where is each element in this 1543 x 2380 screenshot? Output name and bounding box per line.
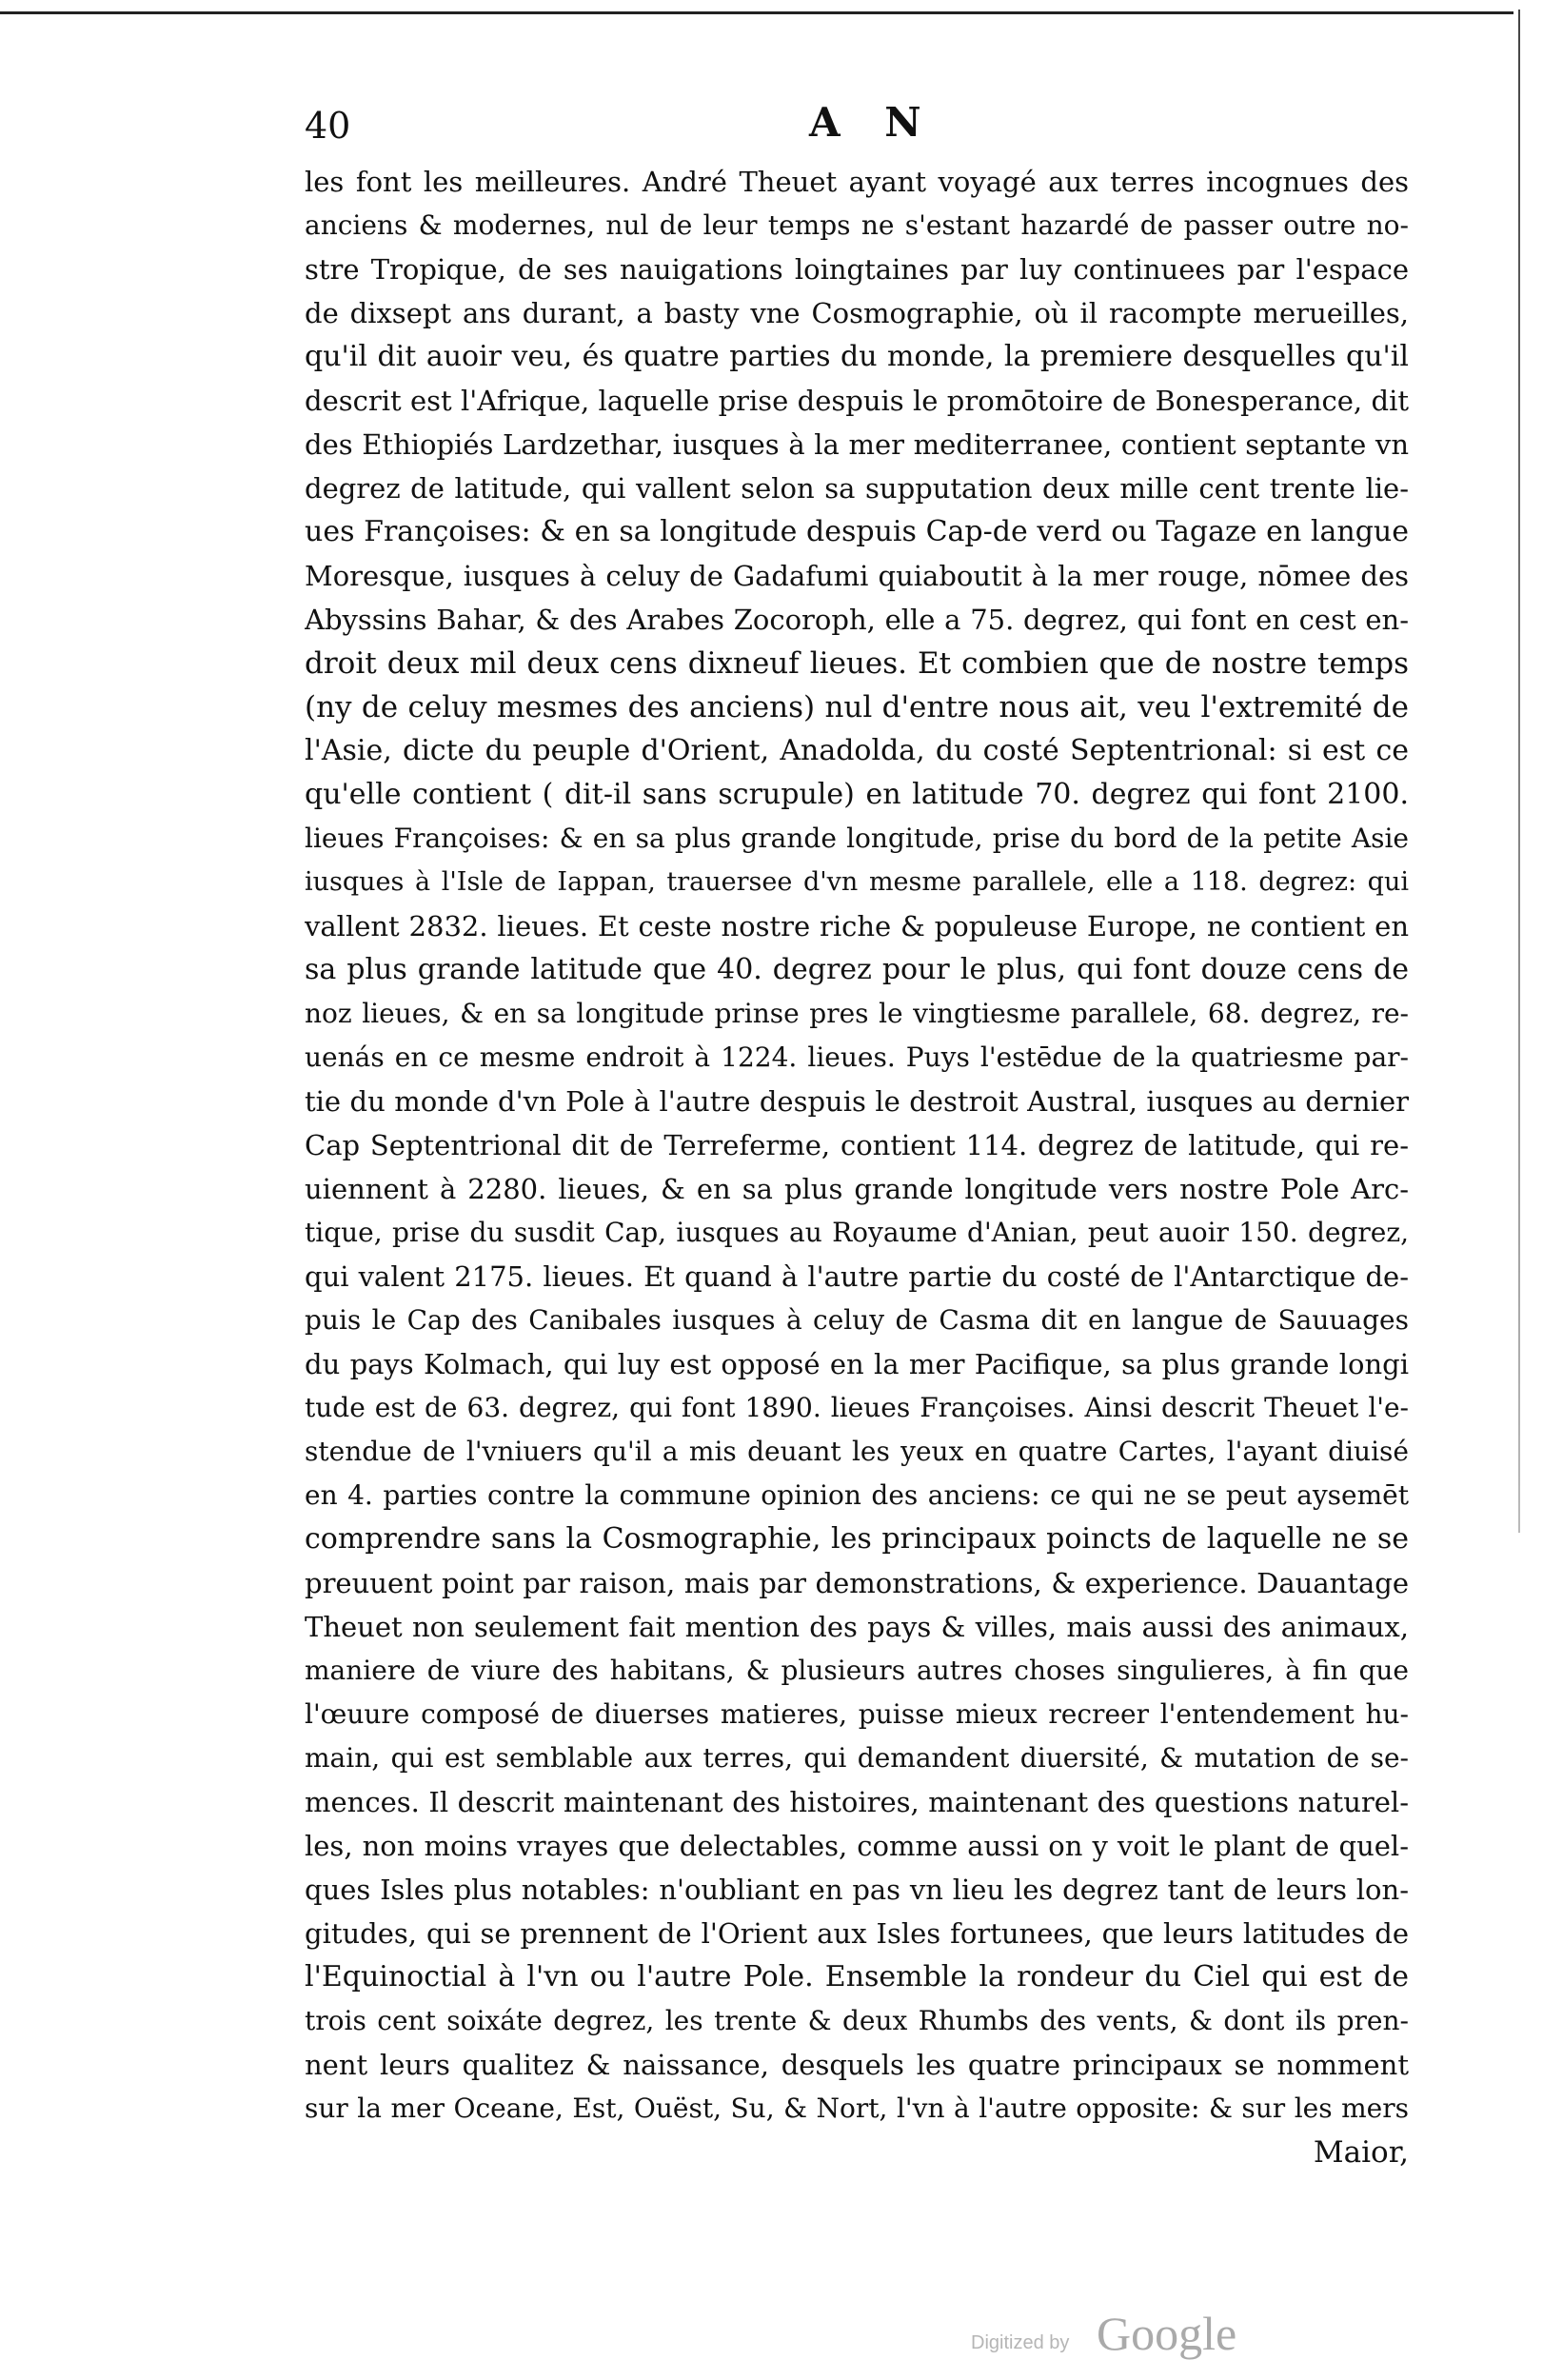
text-line: uiennent à 2280. lieues, & en sa plus grande longitude vers nostre Pole Arc- xyxy=(305,1173,1409,1205)
text-line: mences. Il descrit maintenant des histoires, maintenant des questions naturel- xyxy=(305,1786,1409,1818)
text-line: anciens & modernes, nul de leur temps ne s'estant hazardé de passer outre no- xyxy=(305,209,1409,241)
text-line: l'Equinoctial à l'vn ou l'autre Pole. Ensemble la rondeur du Ciel qui est de xyxy=(305,1960,1409,1993)
text-line: stendue de l'vniuers qu'il a mis deuant les yeux en quatre Cartes, l'ayant diuisé xyxy=(305,1436,1409,1467)
scan-edge-top xyxy=(0,11,1513,14)
scan-edge-right xyxy=(1518,10,1520,1533)
page-number: 40 xyxy=(305,105,351,147)
text-line: de dixsept ans durant, a basty vne Cosmographie, où il racompte merueilles, xyxy=(305,297,1409,329)
text-line: gitudes, qui se prennent de l'Orient aux Isles fortunees, que leurs latitudes de xyxy=(305,1917,1409,1950)
text-line: sur la mer Oceane, Est, Ouëst, Su, & Nort, l'vn à l'autre opposite: & sur les mers xyxy=(305,2092,1409,2124)
text-line: preuuent point par raison, mais par demonstrations, & experience. Dauantage xyxy=(305,1567,1409,1599)
text-line: nent leurs qualitez & naissance, desquels les quatre principaux se nomment xyxy=(305,2049,1409,2081)
text-line: les, non moins vrayes que delectables, comme aussi on y voit le plant de quel- xyxy=(305,1830,1409,1862)
text-line: l'Asie, dicte du peuple d'Orient, Anadolda, du costé Septentrional: si est ce xyxy=(305,734,1409,767)
text-line: descrit est l'Afrique, laquelle prise despuis le promōtoire de Bonesperance, dit xyxy=(305,385,1409,417)
text-line: iusques à l'Isle de Iappan, trauersee d'vn mesme parallele, elle a 118. degrez: qui xyxy=(305,867,1409,897)
text-line: puis le Cap des Canibales iusques à celuy de Casma dit en langue de Sauuages xyxy=(305,1304,1409,1336)
text-line: Moresque, iusques à celuy de Gadafumi quiaboutit à la mer rouge, nōmee des xyxy=(305,560,1409,592)
text-line: Cap Septentrional dit de Terreferme, contient 114. degrez de latitude, qui re- xyxy=(305,1129,1409,1161)
text-line: trois cent soixáte degrez, les trente & deux Rhumbs des vents, & dont ils pren- xyxy=(305,2005,1409,2036)
text-line: tique, prise du susdit Cap, iusques au Royaume d'Anian, peut auoir 150. degrez, xyxy=(305,1217,1409,1248)
text-line: qu'il dit auoir veu, és quatre parties du monde, la premiere desquelles qu'il xyxy=(305,340,1409,373)
text-line: stre Tropique, de ses nauigations loingtaines par luy continuees par l'espace xyxy=(305,253,1409,286)
text-line: degrez de latitude, qui vallent selon sa supputation deux mille cent trente lie- xyxy=(305,472,1409,505)
text-line: les font les meilleures. André Theuet ayant voyagé aux terres incognues des xyxy=(305,166,1409,198)
text-line: Theuet non seulement fait mention des pays & villes, mais aussi des animaux, xyxy=(305,1611,1409,1643)
text-line: lieues Françoises: & en sa plus grande longitude, prise du bord de la petite Asie xyxy=(305,823,1409,854)
text-line: main, qui est semblable aux terres, qui demandent diuersité, & mutation de se- xyxy=(305,1742,1409,1774)
text-line: tude est de 63. degrez, qui font 1890. lieues Françoises. Ainsi descrit Theuet l'e- xyxy=(305,1392,1409,1423)
text-line: noz lieues, & en sa longitude prinse pres le vingtiesme parallele, 68. degrez, re- xyxy=(305,998,1409,1029)
text-line: des Ethiopiés Lardzethar, iusques à la mer mediterranee, contient septante vn xyxy=(305,428,1409,461)
text-line: du pays Kolmach, qui luy est opposé en la mer Pacifique, sa plus grande longi xyxy=(305,1348,1409,1380)
text-line: qui valent 2175. lieues. Et quand à l'autre partie du costé de l'Antarctique de- xyxy=(305,1260,1409,1293)
running-head: A N xyxy=(809,99,937,146)
text-line: l'œuure composé de diuerses matieres, puisse mieux recreer l'entendement hu- xyxy=(305,1698,1409,1730)
text-line: vallent 2832. lieues. Et ceste nostre riche & populeuse Europe, ne contient en xyxy=(305,910,1409,942)
text-line: tie du monde d'vn Pole à l'autre despuis le destroit Austral, iusques au dernier xyxy=(305,1085,1409,1118)
text-line: ques Isles plus notables: n'oubliant en pas vn lieu les degrez tant de leurs lon- xyxy=(305,1874,1409,1906)
page-header xyxy=(305,99,1409,162)
text-line: ues Françoises: & en sa longitude despuis Cap-de verd ou Tagaze en langue xyxy=(305,515,1409,548)
watermark-prefix: Digitized by xyxy=(971,2332,1070,2353)
catchword: Maior, xyxy=(1313,2135,1409,2170)
text-line: en 4. parties contre la commune opinion des anciens: ce qui ne se peut aysemēt xyxy=(305,1479,1409,1511)
text-line: maniere de viure des habitans, & plusieurs autres choses singulieres, à fin que xyxy=(305,1655,1409,1686)
text-line: sa plus grande latitude que 40. degrez pour le plus, qui font douze cens de xyxy=(305,953,1409,986)
watermark-brand: Google xyxy=(1097,2307,1237,2360)
text-line: comprendre sans la Cosmographie, les principaux poincts de laquelle ne se xyxy=(305,1522,1409,1556)
text-line: droit deux mil deux cens dixneuf lieues. Et combien que de nostre temps xyxy=(305,646,1409,681)
text-line: uenás en ce mesme endroit à 1224. lieues. Puys l'estēdue de la quatriesme par- xyxy=(305,1041,1409,1073)
body-text xyxy=(305,160,1409,2174)
text-line: (ny de celuy mesmes des anciens) nul d'entre nous ait, veu l'extremité de xyxy=(305,690,1409,724)
google-watermark xyxy=(971,2307,1276,2369)
text-line: qu'elle contient ( dit-il sans scrupule) en latitude 70. degrez qui font 2100. xyxy=(305,778,1409,811)
text-line: Abyssins Bahar, & des Arabes Zocoroph, elle a 75. degrez, qui font en cest en- xyxy=(305,604,1409,636)
